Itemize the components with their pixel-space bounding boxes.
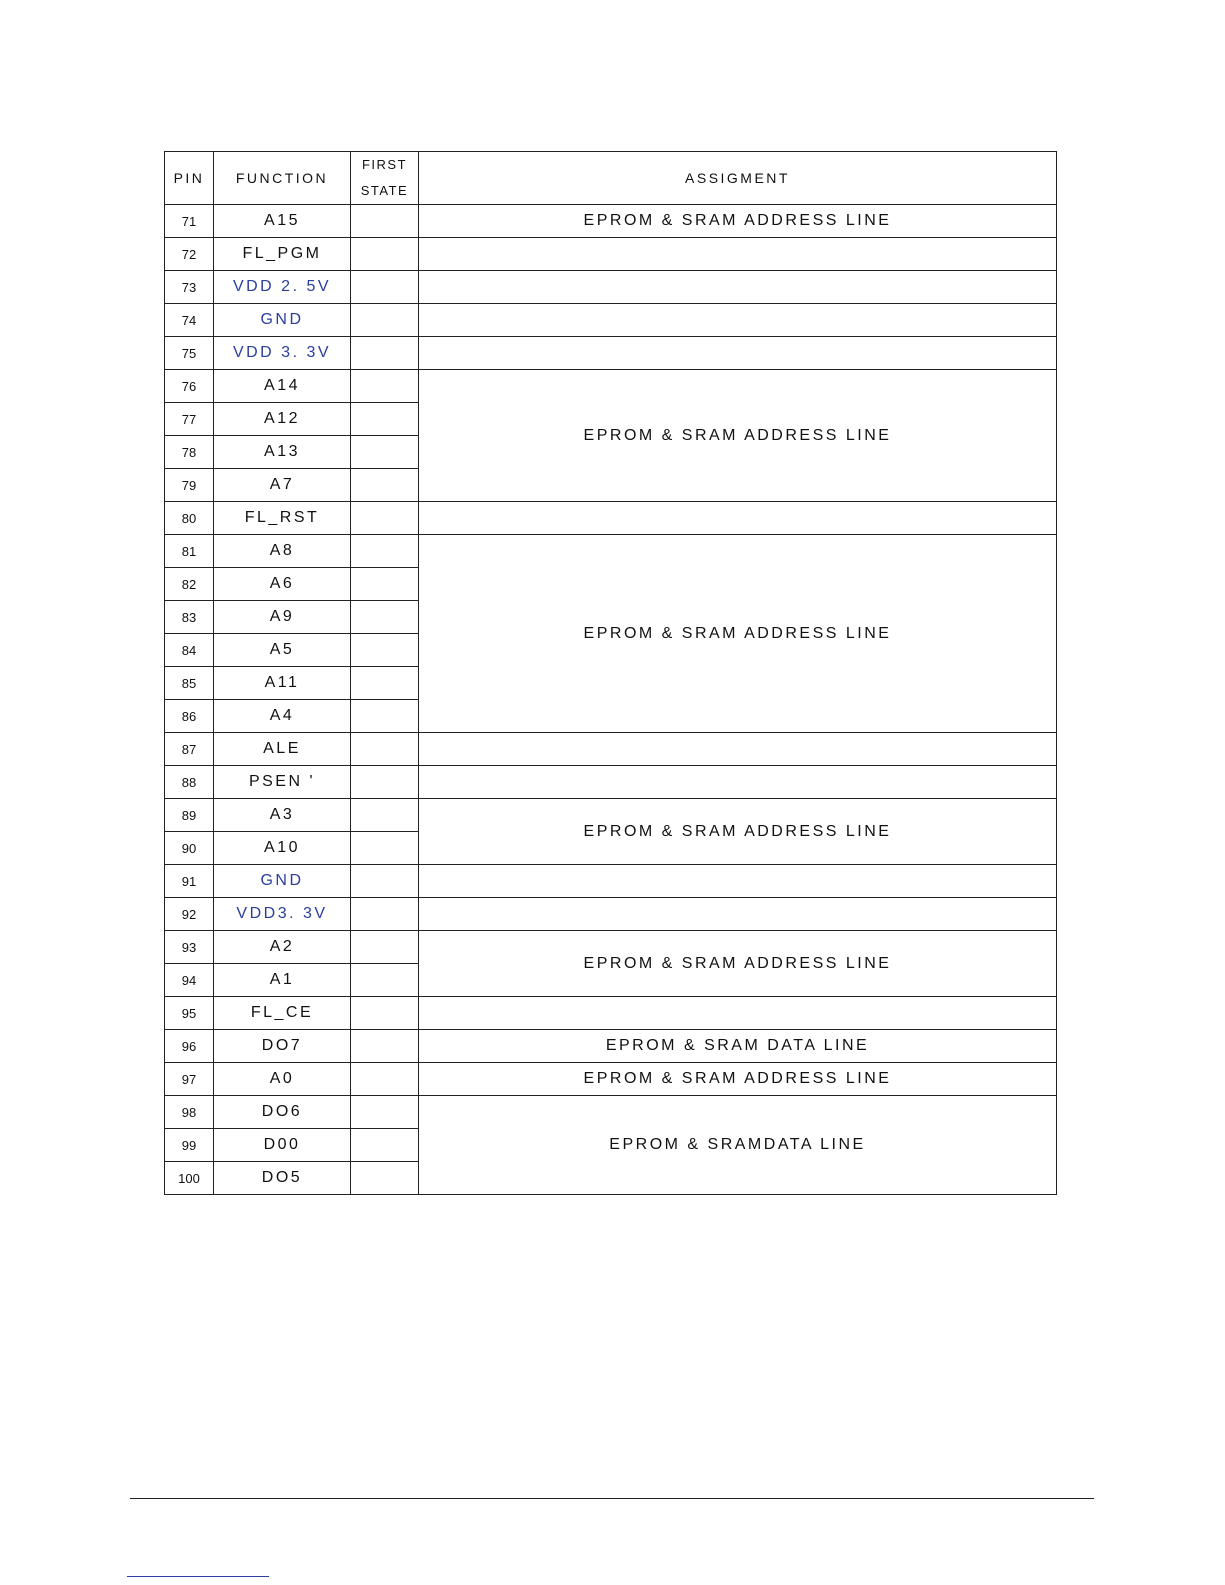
table-row [165, 205, 1057, 238]
table-row [165, 997, 1057, 1030]
pin-number: 81 [165, 535, 214, 568]
pin-assignment: EPROM & SRAM ADDRESS LINE [419, 799, 1057, 865]
pin-assignment: EPROM & SRAM ADDRESS LINE [419, 370, 1057, 502]
first-state-cell [351, 502, 419, 535]
first-state-cell [351, 997, 419, 1030]
pin-number: 84 [165, 634, 214, 667]
pin-number: 80 [165, 502, 214, 535]
pin-function: A12 [214, 403, 351, 436]
pin-assignment [419, 865, 1057, 898]
header-function: FUNCTION [214, 152, 351, 205]
first-state-cell [351, 799, 419, 832]
table-row [165, 898, 1057, 931]
pin-number: 75 [165, 337, 214, 370]
pin-function: ALE [214, 733, 351, 766]
first-state-cell [351, 931, 419, 964]
pin-assignment: EPROM & SRAM ADDRESS LINE [419, 1063, 1057, 1096]
first-state-cell [351, 964, 419, 997]
pin-function: A9 [214, 601, 351, 634]
pin-function: A8 [214, 535, 351, 568]
pin-assignment: EPROM & SRAM ADDRESS LINE [419, 205, 1057, 238]
pin-assignment: EPROM & SRAMDATA LINE [419, 1096, 1057, 1195]
footer-link-underline [127, 1576, 269, 1577]
pin-number: 89 [165, 799, 214, 832]
first-state-cell [351, 865, 419, 898]
first-state-cell [351, 436, 419, 469]
table-row [165, 535, 1057, 568]
pin-number: 91 [165, 865, 214, 898]
first-state-cell [351, 1030, 419, 1063]
pin-function: PSEN ' [214, 766, 351, 799]
pin-assignment: EPROM & SRAM ADDRESS LINE [419, 535, 1057, 733]
pin-function: A5 [214, 634, 351, 667]
table-row [165, 238, 1057, 271]
table-row [165, 799, 1057, 832]
first-state-cell [351, 1129, 419, 1162]
pin-number: 99 [165, 1129, 214, 1162]
pin-function: DO7 [214, 1030, 351, 1063]
pin-function: GND [214, 865, 351, 898]
first-state-cell [351, 469, 419, 502]
table-row [165, 1063, 1057, 1096]
pin-function: A7 [214, 469, 351, 502]
first-state-cell [351, 337, 419, 370]
header-assignment: ASSIGMENT [419, 152, 1057, 205]
header-first-state-line1: FIRST [361, 157, 408, 172]
pin-function: FL_CE [214, 997, 351, 1030]
footer-rule [130, 1498, 1094, 1499]
pin-function: D00 [214, 1129, 351, 1162]
pin-function: DO5 [214, 1162, 351, 1195]
pin-number: 90 [165, 832, 214, 865]
first-state-cell [351, 1096, 419, 1129]
table-row [165, 865, 1057, 898]
table-header-row [165, 152, 1057, 205]
first-state-cell [351, 898, 419, 931]
pin-number: 88 [165, 766, 214, 799]
pin-assignment [419, 304, 1057, 337]
pin-function: A15 [214, 205, 351, 238]
pin-number: 72 [165, 238, 214, 271]
table-row [165, 931, 1057, 964]
table-row [165, 766, 1057, 799]
pin-function: A0 [214, 1063, 351, 1096]
first-state-cell [351, 271, 419, 304]
pin-assignment [419, 898, 1057, 931]
pin-number: 78 [165, 436, 214, 469]
first-state-cell [351, 634, 419, 667]
table-row [165, 304, 1057, 337]
header-pin: PIN [165, 152, 214, 205]
pin-assignment [419, 337, 1057, 370]
first-state-cell [351, 601, 419, 634]
pin-number: 77 [165, 403, 214, 436]
table-row [165, 337, 1057, 370]
pin-number: 93 [165, 931, 214, 964]
pin-assignment: EPROM & SRAM DATA LINE [419, 1030, 1057, 1063]
pin-number: 97 [165, 1063, 214, 1096]
pin-function: DO6 [214, 1096, 351, 1129]
header-first-state [351, 152, 419, 205]
table-row [165, 271, 1057, 304]
pin-function: A14 [214, 370, 351, 403]
pin-function: A1 [214, 964, 351, 997]
pin-number: 94 [165, 964, 214, 997]
pin-function: A10 [214, 832, 351, 865]
first-state-cell [351, 667, 419, 700]
pin-function: A3 [214, 799, 351, 832]
pin-function: VDD 3. 3V [214, 337, 351, 370]
pin-number: 76 [165, 370, 214, 403]
pin-number: 92 [165, 898, 214, 931]
pin-number: 85 [165, 667, 214, 700]
table-row [165, 733, 1057, 766]
first-state-cell [351, 568, 419, 601]
pin-number: 100 [165, 1162, 214, 1195]
pin-number: 82 [165, 568, 214, 601]
first-state-cell [351, 733, 419, 766]
pin-assignment [419, 766, 1057, 799]
first-state-cell [351, 1162, 419, 1195]
pin-function: VDD 2. 5V [214, 271, 351, 304]
first-state-cell [351, 304, 419, 337]
first-state-cell [351, 535, 419, 568]
pin-number: 98 [165, 1096, 214, 1129]
first-state-cell [351, 700, 419, 733]
pin-number: 96 [165, 1030, 214, 1063]
pin-number: 83 [165, 601, 214, 634]
pin-assignment: EPROM & SRAM ADDRESS LINE [419, 931, 1057, 997]
first-state-cell [351, 403, 419, 436]
first-state-cell [351, 370, 419, 403]
pin-function: FL_PGM [214, 238, 351, 271]
pin-number: 86 [165, 700, 214, 733]
pin-number: 74 [165, 304, 214, 337]
pin-number: 95 [165, 997, 214, 1030]
first-state-cell [351, 1063, 419, 1096]
table-row [165, 1030, 1057, 1063]
first-state-cell [351, 205, 419, 238]
pin-assignment-table [164, 151, 1057, 1195]
pin-number: 73 [165, 271, 214, 304]
header-first-state-line2: STATE [360, 183, 409, 198]
pin-function: A4 [214, 700, 351, 733]
pin-number: 87 [165, 733, 214, 766]
table-row [165, 1096, 1057, 1129]
pin-function: VDD3. 3V [214, 898, 351, 931]
pin-number: 71 [165, 205, 214, 238]
pin-assignment [419, 733, 1057, 766]
table-row [165, 370, 1057, 403]
pin-assignment [419, 997, 1057, 1030]
pin-function: GND [214, 304, 351, 337]
pin-function: A2 [214, 931, 351, 964]
pin-function: A6 [214, 568, 351, 601]
first-state-cell [351, 766, 419, 799]
table-body [165, 205, 1057, 1195]
pin-assignment [419, 238, 1057, 271]
pin-assignment [419, 271, 1057, 304]
table-row [165, 502, 1057, 535]
pin-assignment [419, 502, 1057, 535]
first-state-cell [351, 832, 419, 865]
pin-function: A11 [214, 667, 351, 700]
pin-function: A13 [214, 436, 351, 469]
pin-number: 79 [165, 469, 214, 502]
pin-function: FL_RST [214, 502, 351, 535]
first-state-cell [351, 238, 419, 271]
